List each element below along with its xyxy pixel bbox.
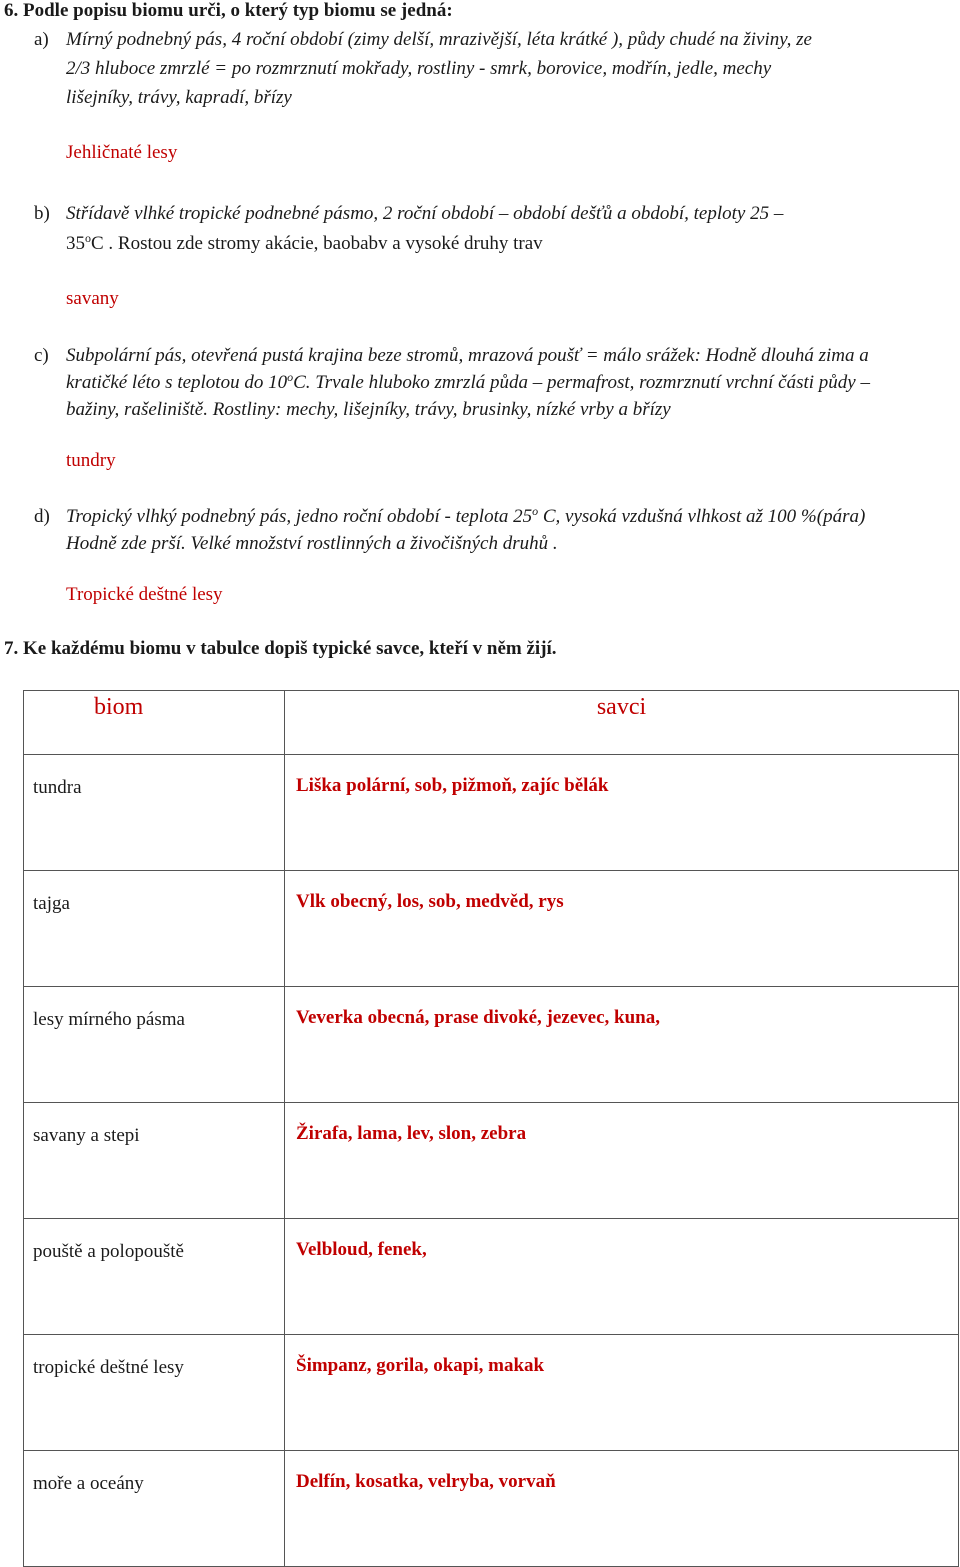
mammals-cell: Delfín, kosatka, velryba, vorvaň	[285, 1451, 959, 1567]
table-row	[24, 1335, 959, 1451]
item-a-letter: a)	[34, 29, 49, 50]
item-d-line-1-rest: C, vysoká vzdušná vlhkost až 100 %(pára)	[538, 506, 866, 527]
item-b-temp: 35	[66, 233, 85, 254]
mammals-cell: Žirafa, lama, lev, slon, zebra	[285, 1103, 959, 1219]
answer-b: savany	[66, 288, 119, 309]
degree-sign: o	[85, 231, 91, 245]
item-c-letter: c)	[34, 345, 49, 366]
task-7-title: 7. Ke každému biomu v tabulce dopiš typické savce, kteří v něm žijí.	[4, 638, 557, 659]
table-row	[24, 871, 959, 987]
biome-mammals-table	[23, 690, 959, 1567]
mammals-cell: Veverka obecná, prase divoké, jezevec, kuna,	[285, 987, 959, 1103]
biome-cell: moře a oceány	[24, 1451, 285, 1567]
item-d-line-2: Hodně zde prší. Velké množství rostlinných a živočišných druhů .	[66, 533, 558, 554]
item-b-line-1: Střídavě vlhké tropické podnebné pásmo, 2 roční období – období dešťů a období, teploty 25 –	[66, 203, 784, 224]
mammals-cell: Šimpanz, gorila, okapi, makak	[285, 1335, 959, 1451]
item-b-line-2-rest: C . Rostou zde stromy akácie, baobabv a vysoké druhy trav	[91, 233, 543, 254]
biome-cell: lesy mírného pásma	[24, 987, 285, 1103]
item-c-line-1: Subpolární pás, otevřená pustá krajina beze stromů, mrazová poušť = málo srážek: Hodně dlouhá zima a	[66, 345, 869, 366]
item-c-line-2-rest: C. Trvale hluboko zmrzlá půda – permafrost, rozmrznutí vrchní části půdy –	[293, 372, 870, 393]
item-d-line-1	[66, 503, 865, 531]
item-a-line-1: Mírný podnebný pás, 4 roční období (zimy delší, mrazivější, léta krátké ), půdy chudé na živiny, ze	[66, 29, 812, 50]
mammals-cell: Vlk obecný, los, sob, medvěd, rys	[285, 871, 959, 987]
biome-cell: tajga	[24, 871, 285, 987]
degree-sign: o	[532, 504, 539, 518]
biome-cell: tundra	[24, 755, 285, 871]
item-a-line-3: lišejníky, trávy, kapradí, břízy	[66, 87, 292, 108]
table-row	[24, 1103, 959, 1219]
task-6-title: 6. Podle popisu biomu urči, o který typ biomu se jedná:	[4, 0, 453, 21]
item-c-line-3: bažiny, rašeliniště. Rostliny: mechy, lišejníky, trávy, brusinky, nízké vrby a břízy	[66, 399, 671, 420]
answer-d: Tropické deštné lesy	[66, 584, 223, 605]
mammals-cell: Liška polární, sob, pižmoň, zajíc bělák	[285, 755, 959, 871]
table-row	[24, 1219, 959, 1335]
item-b-line-2	[66, 230, 543, 258]
item-a-line-2: 2/3 hluboce zmrzlé = po rozmrznutí mokřady, rostliny - smrk, borovice, modřín, jedle, mechy	[66, 58, 772, 79]
header-biome: biom	[24, 691, 285, 755]
item-d-letter: d)	[34, 506, 50, 527]
table-row	[24, 1451, 959, 1567]
biome-cell: tropické deštné lesy	[24, 1335, 285, 1451]
answer-a: Jehličnaté lesy	[66, 142, 178, 163]
header-mammals: savci	[285, 691, 959, 755]
biome-cell: pouště a polopouště	[24, 1219, 285, 1335]
item-d-line-1-start: Tropický vlhký podnebný pás, jedno roční období - teplota 25	[66, 506, 533, 527]
item-b-letter: b)	[34, 203, 50, 224]
table-header-row	[24, 691, 959, 755]
table-row	[24, 755, 959, 871]
item-c-line-2	[66, 369, 870, 397]
degree-sign: o	[287, 370, 294, 384]
biome-cell: savany a stepi	[24, 1103, 285, 1219]
table-row	[24, 987, 959, 1103]
item-c-line-2-start: kratičké léto s teplotou do 10	[66, 372, 288, 393]
mammals-cell: Velbloud, fenek,	[285, 1219, 959, 1335]
answer-c: tundry	[66, 450, 116, 471]
